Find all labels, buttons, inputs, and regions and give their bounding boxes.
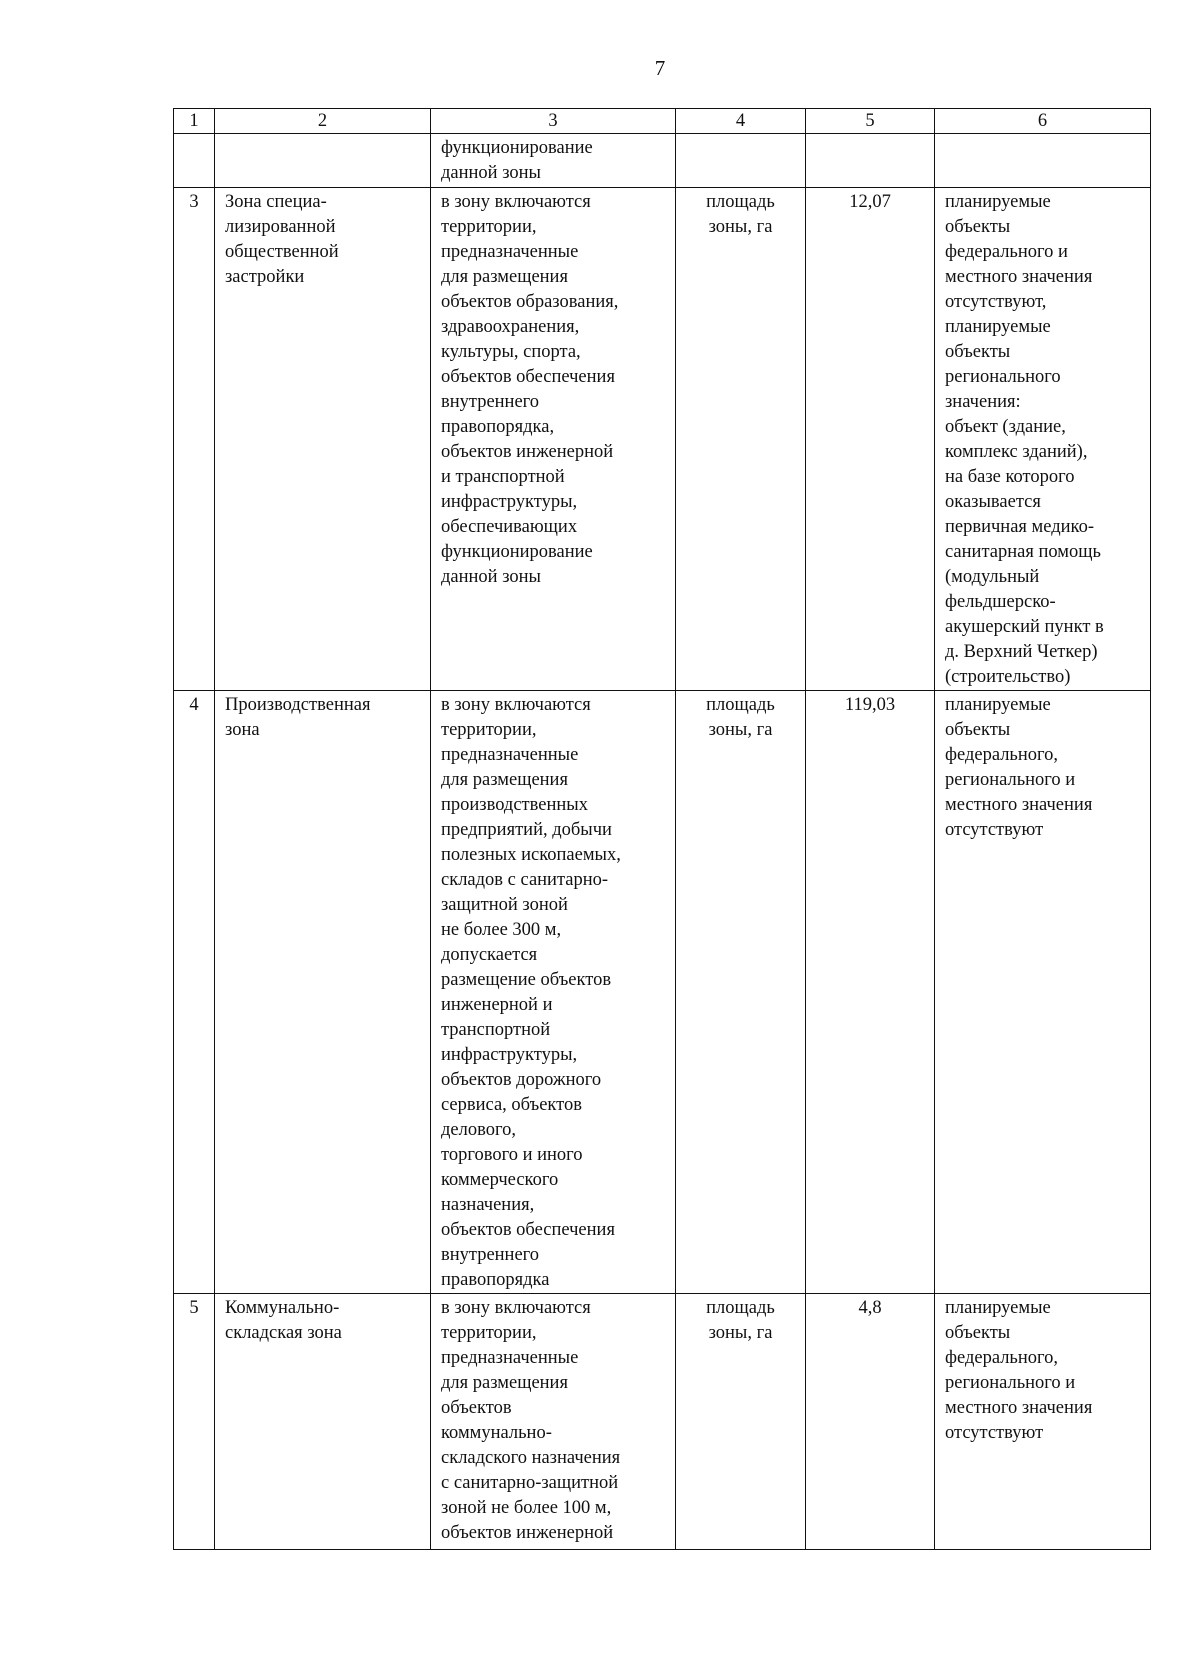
zones-table	[173, 108, 1151, 1550]
column-header: 2	[215, 109, 431, 134]
row-number	[174, 134, 215, 188]
zone-description: в зону включаются территории, предназначенные для размещения объектов коммунально- складского назначения с санитарно-защитной зоной не более 100 м, объектов инженерной	[431, 1294, 676, 1550]
indicator-name	[676, 134, 806, 188]
zone-name	[215, 134, 431, 188]
planned-objects: планируемые объекты федерального и местного значения отсутствуют, планируемые объекты регионального значения: объект (здание, комплекс зданий), на базе которого оказывается первичная медико- санитарная помощь (модульный фельдшерско- акушерский пункт в д. Верхний Четкер) (строительство)	[935, 188, 1151, 691]
zone-description: в зону включаются территории, предназначенные для размещения производственных предприятий, добычи полезных ископаемых, складов с санитарно- защитной зоной не более 300 м, допускается размещение объектов инженерной и транспортной инфраструктуры, объектов дорожного сервиса, объектов делового, торгового и иного коммерческого назначения, объектов обеспечения внутреннего правопорядка	[431, 691, 676, 1294]
table-row	[174, 691, 1151, 1294]
table-row	[174, 188, 1151, 691]
table-row	[174, 134, 1151, 188]
row-number: 5	[174, 1294, 215, 1550]
zone-name: Коммунально- складская зона	[215, 1294, 431, 1550]
zone-description: функционирование данной зоны	[431, 134, 676, 188]
planned-objects	[935, 134, 1151, 188]
indicator-name: площадь зоны, га	[676, 188, 806, 691]
indicator-value	[806, 134, 935, 188]
column-header: 1	[174, 109, 215, 134]
row-number: 3	[174, 188, 215, 691]
row-number: 4	[174, 691, 215, 1294]
column-header: 5	[806, 109, 935, 134]
zone-name: Производственная зона	[215, 691, 431, 1294]
table-header-row	[174, 109, 1151, 134]
indicator-value: 4,8	[806, 1294, 935, 1550]
indicator-name: площадь зоны, га	[676, 1294, 806, 1550]
zone-name: Зона специа- лизированной общественной застройки	[215, 188, 431, 691]
zone-description: в зону включаются территории, предназначенные для размещения объектов образования, здравоохранения, культуры, спорта, объектов обеспечения внутреннего правопорядка, объектов инженерной и транспортной инфраструктуры, обеспечивающих функционирование данной зоны	[431, 188, 676, 691]
indicator-value: 119,03	[806, 691, 935, 1294]
column-header: 4	[676, 109, 806, 134]
indicator-name: площадь зоны, га	[676, 691, 806, 1294]
page-number: 7	[654, 56, 666, 80]
column-header: 3	[431, 109, 676, 134]
indicator-value: 12,07	[806, 188, 935, 691]
planned-objects: планируемые объекты федерального, регионального и местного значения отсутствуют	[935, 1294, 1151, 1550]
column-header: 6	[935, 109, 1151, 134]
planned-objects: планируемые объекты федерального, регионального и местного значения отсутствуют	[935, 691, 1151, 1294]
table-row	[174, 1294, 1151, 1550]
